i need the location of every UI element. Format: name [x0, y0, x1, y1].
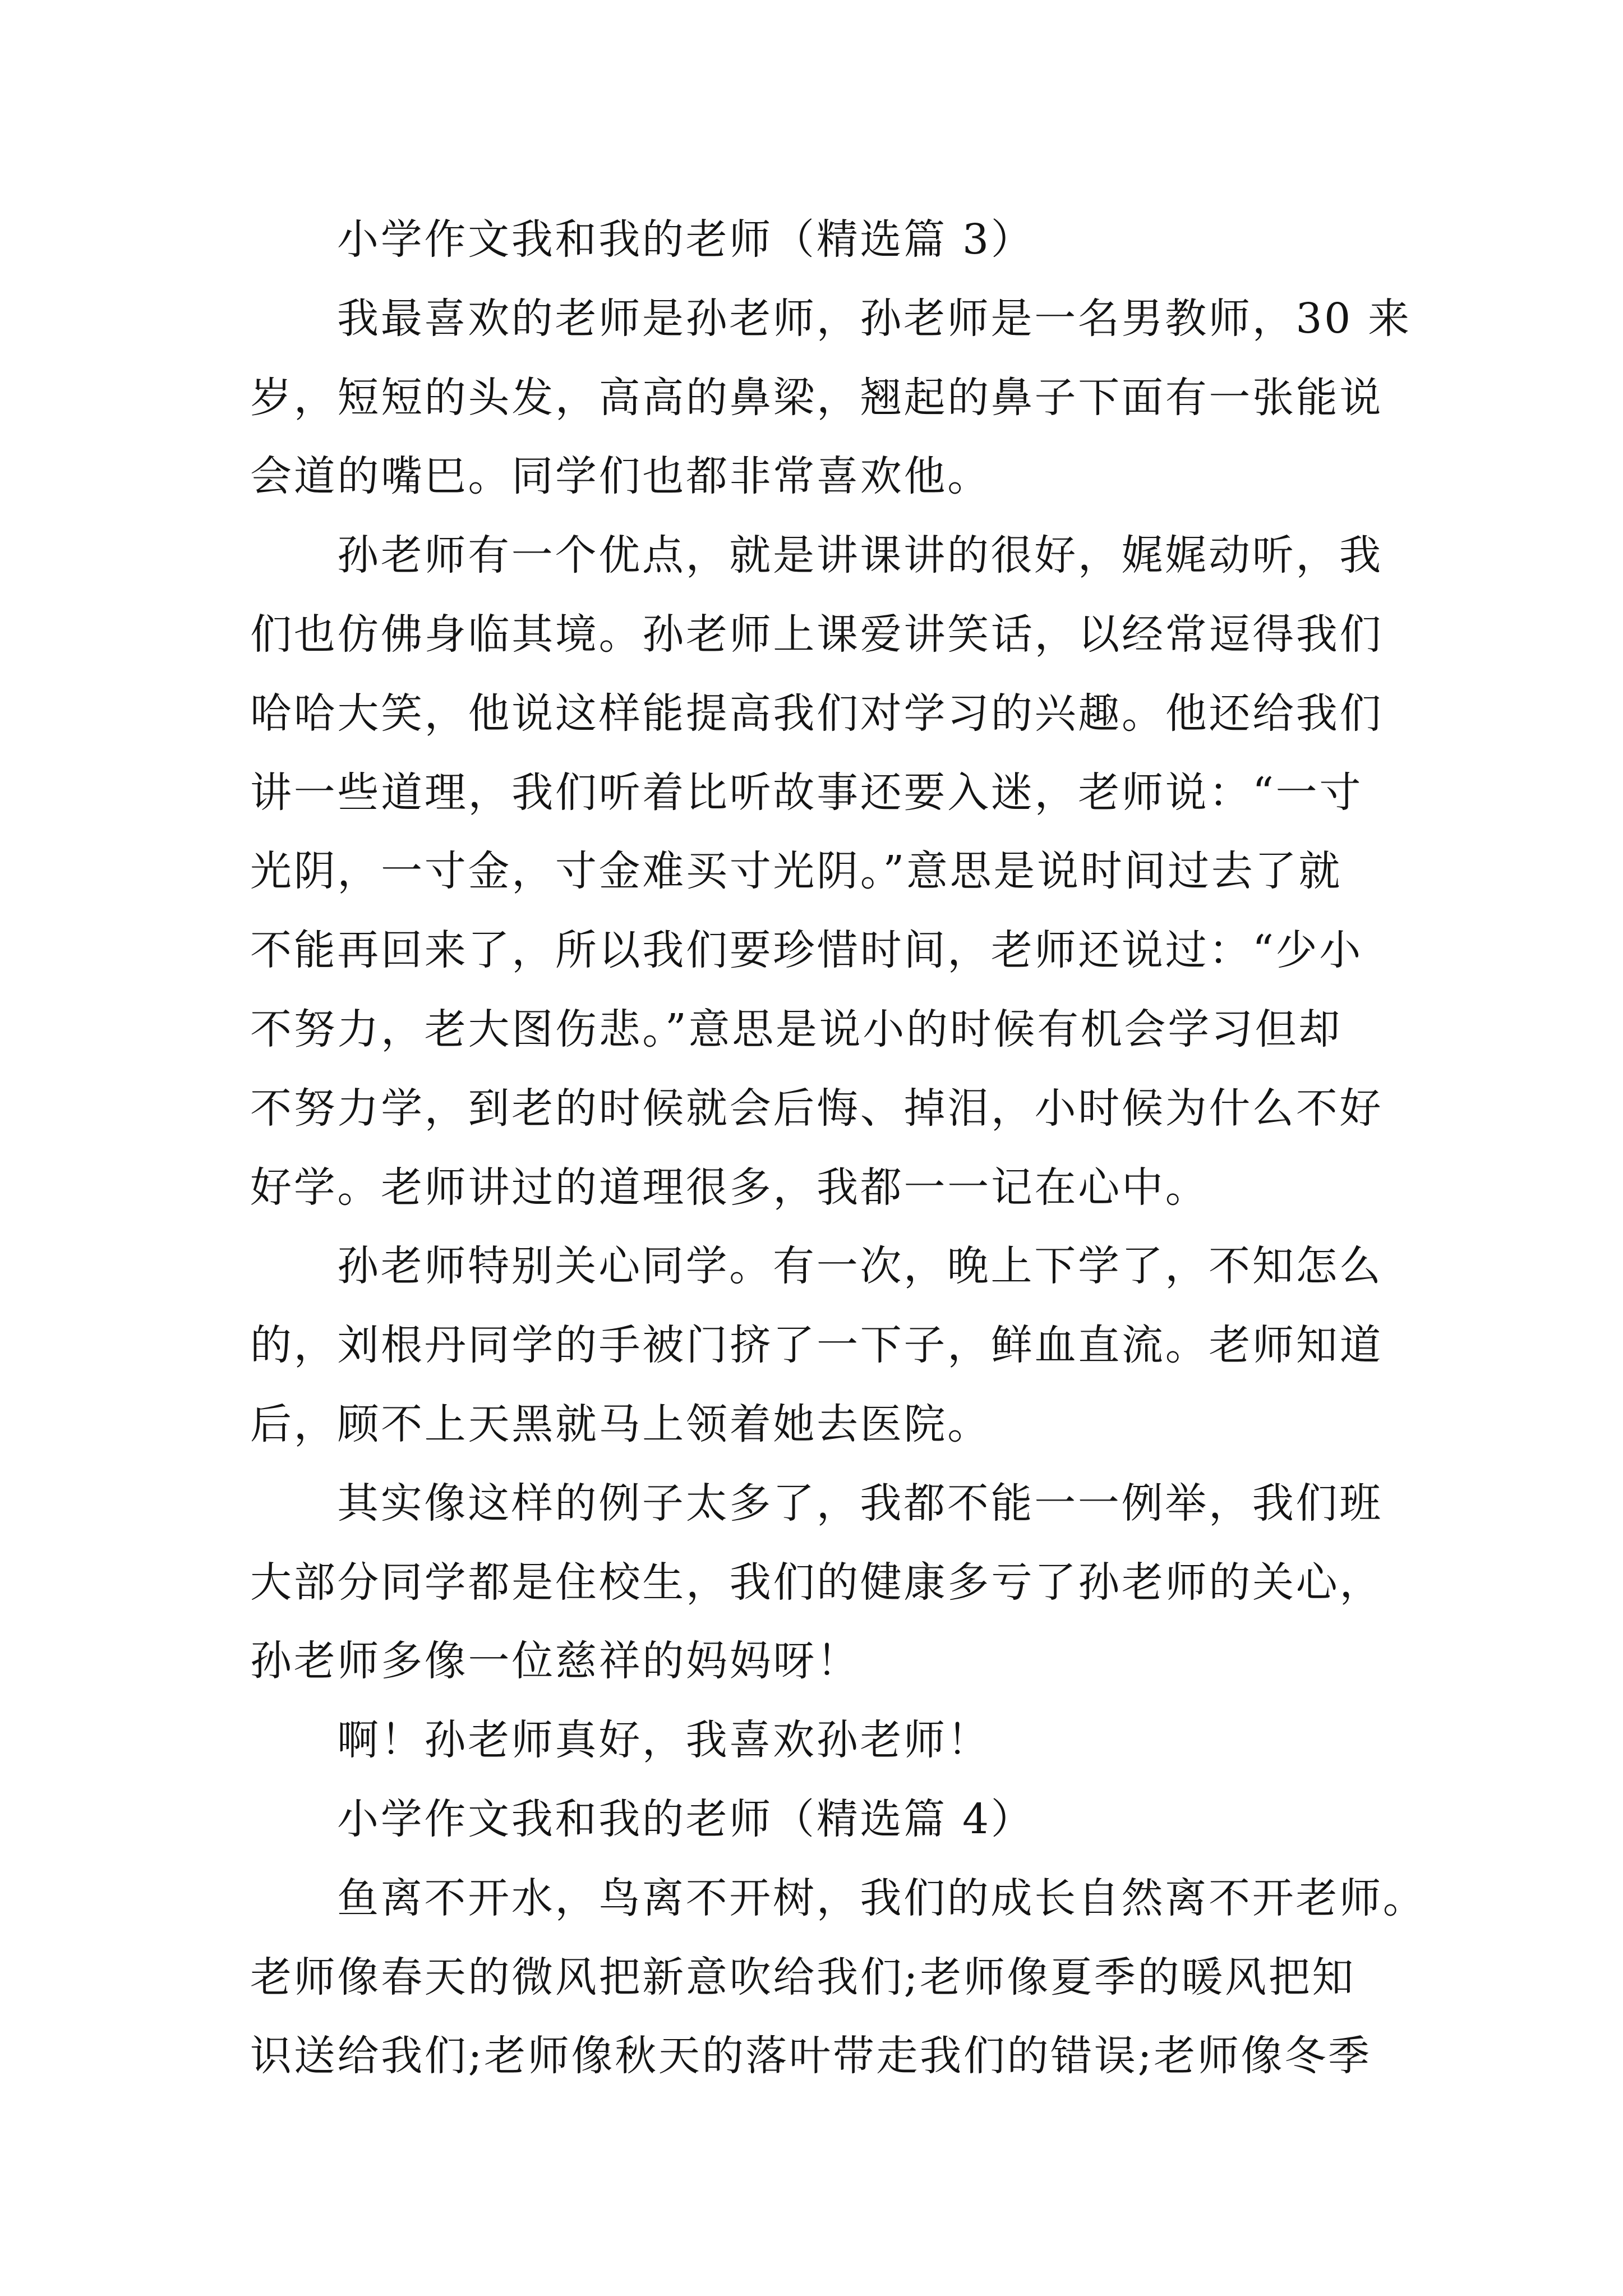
paragraph-line: 我最喜欢的老师是孙老师，孙老师是一名男教师，30 来 [337, 294, 1412, 343]
paragraph-line: 会道的嘴巴。同学们也都非常喜欢他。 [250, 452, 991, 501]
section-heading [250, 1780, 1428, 1859]
section-heading [250, 200, 1428, 279]
paragraph-line: 孙老师特别关心同学。有一次，晚上下学了，不知怎么 [337, 1242, 1383, 1291]
paragraph-line: 光阴，一寸金，寸金难买寸光阴。”意思是说时间过去了就 [250, 847, 1343, 896]
paragraph [250, 1464, 1428, 1701]
paragraph [250, 279, 1428, 516]
paragraph-line: 识送给我们;老师像秋天的落叶带走我们的错误;老师像冬季 [250, 2032, 1372, 2081]
paragraph-line: 啊！孙老师真好，我喜欢孙老师！ [337, 1716, 991, 1765]
paragraph-line: 不努力，老大图伤悲。”意思是说小的时候有机会学习但却 [250, 1005, 1343, 1053]
paragraph-line: 大部分同学都是住校生，我们的健康多亏了孙老师的关心， [250, 1558, 1384, 1607]
paragraph-line: 哈哈大笑，他说这样能提高我们对学习的兴趣。他还给我们 [250, 689, 1384, 738]
paragraph [250, 516, 1428, 1227]
paragraph-line: 老师像春天的微风把新意吹给我们;老师像夏季的暖风把知 [250, 1953, 1356, 2001]
paragraph [250, 1701, 1428, 1780]
paragraph [250, 1227, 1428, 1464]
paragraph-line: 的，刘根丹同学的手被门挤了一下子，鲜血直流。老师知道 [250, 1321, 1384, 1370]
paragraph [250, 1859, 1428, 2096]
document-body [250, 200, 1428, 2096]
heading-line: 小学作文我和我的老师（精选篇 4） [337, 1795, 1035, 1843]
paragraph-line: 讲一些道理，我们听着比听故事还要入迷，老师说：“一寸 [250, 768, 1363, 817]
paragraph-line: 孙老师多像一位慈祥的妈妈呀！ [250, 1637, 860, 1686]
paragraph-line: 不能再回来了，所以我们要珍惜时间，老师还说过：“少小 [250, 926, 1363, 975]
paragraph-line: 后，顾不上天黑就马上领着她去医院。 [250, 1400, 991, 1448]
heading-line: 小学作文我和我的老师（精选篇 3） [337, 215, 1035, 264]
paragraph-line: 岁，短短的头发，高高的鼻梁，翘起的鼻子下面有一张能说 [250, 373, 1384, 422]
paragraph-line: 鱼离不开水，鸟离不开树，我们的成长自然离不开老师。 [337, 1874, 1427, 1922]
paragraph-line: 孙老师有一个优点，就是讲课讲的很好，娓娓动听，我 [337, 531, 1383, 580]
paragraph-line: 其实像这样的例子太多了，我都不能一一例举，我们班 [337, 1479, 1383, 1527]
paragraph-line: 们也仿佛身临其境。孙老师上课爱讲笑话，以经常逗得我们 [250, 610, 1384, 659]
paragraph-line: 不努力学，到老的时候就会后悔、掉泪，小时候为什么不好 [250, 1084, 1384, 1133]
paragraph-line: 好学。老师讲过的道理很多，我都一一记在心中。 [250, 1163, 1209, 1212]
